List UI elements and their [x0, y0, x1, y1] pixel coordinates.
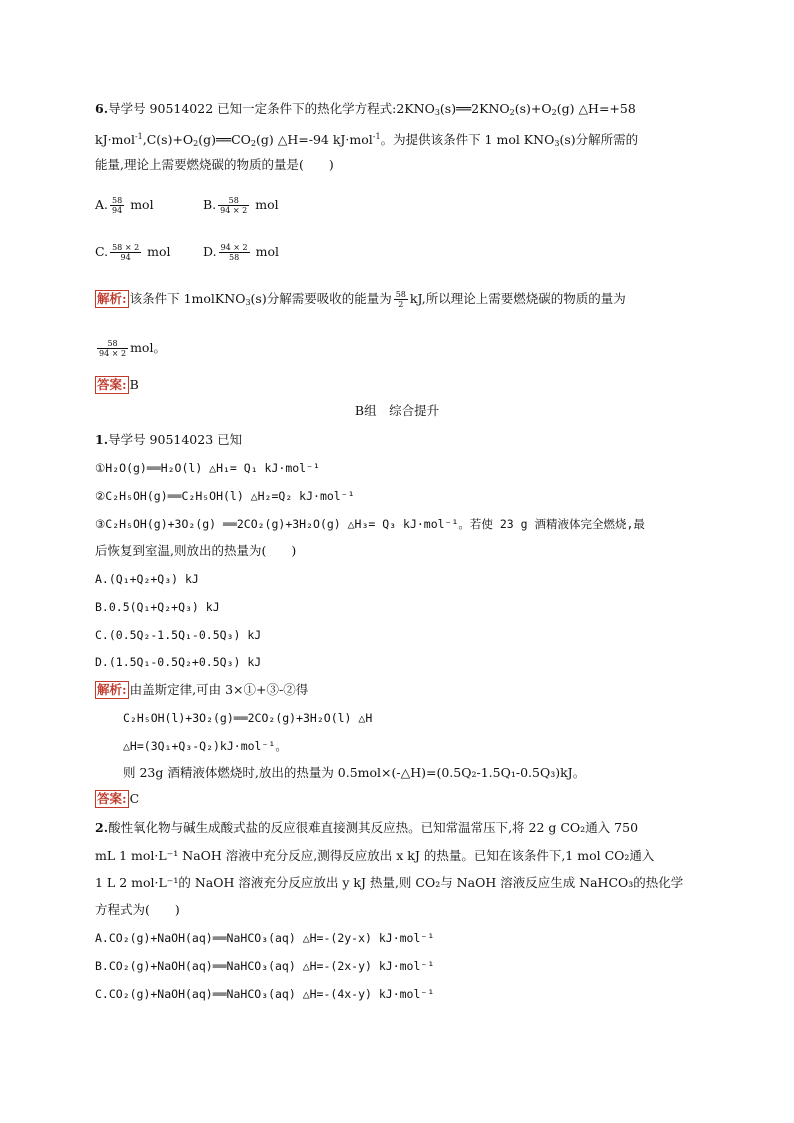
b1-equation-3: ③C₂H₅OH(g)+3O₂(g) ══2CO₂(g)+3H₂O(g) △H₃= Q₃ kJ·mol⁻¹。若使 23 g 酒精液体完全燃烧,最: [95, 517, 645, 531]
q6-stem-line3: 能量,理论上需要燃烧碳的物质的量是( ): [95, 157, 334, 172]
fraction: $\frac{58}{94}$: [112, 196, 123, 215]
q6-option-d: D. $\frac{94 \times 2}{58}$ mol: [203, 243, 279, 262]
fraction: $\frac{58}{94 \times 2}$: [220, 196, 248, 215]
b1-option-c: C.(0.5Q₂-1.5Q₁-0.5Q₃) kJ: [95, 628, 262, 642]
b1-option-d: D.(1.5Q₁-0.5Q₂+0.5Q₃) kJ: [95, 655, 262, 669]
b1-stem: 1.导学号 90514023 已知: [95, 432, 243, 447]
b2-number: 2.: [95, 820, 109, 835]
b2-stem-line2: mL 1 mol·L⁻¹ NaOH 溶液中充分反应,测得反应放出 x kJ 的热量。已知在该条件下,1 mol CO₂通入: [95, 848, 655, 863]
analysis-tag: 解析:: [97, 291, 127, 306]
q6-stem-line1: 6.导学号 90514022 已知一定条件下的热化学方程式$:2KNO_3(s)══2KNO_2(s)+O_2(g)$ △H=+58: [95, 101, 636, 117]
answer-tag: 答案:: [97, 377, 127, 392]
b2-stem-line1: 2.酸性氧化物与碱生成酸式盐的反应很难直接测其反应热。已知常温常压下,将 22 g CO₂通入 750: [95, 820, 639, 835]
b1-analysis-delta: △H=(3Q₁+Q₃-Q₂)kJ·mol⁻¹。: [123, 739, 287, 753]
q6-stem-line2: $kJ\cdot mol^{-1},C(s)+O_2(g)══CO_2(g)$ △H=-94 kJ·mol$^{-1}$。为提供该条件下 1 mol $KNO_3(s)$分解所需的: [95, 132, 639, 148]
b2-stem-line3: 1 L 2 mol·L⁻¹的 NaOH 溶液充分反应放出 y kJ 热量,则 CO₂与 NaOH 溶液反应生成 NaHCO₃的热化学: [95, 875, 684, 890]
q6-analysis-cont: $\frac{58}{94 \times 2}$ mol。: [99, 339, 166, 358]
b1-answer: 答案: C: [97, 791, 140, 806]
fraction: $\frac{94 \times 2}{58}$: [220, 243, 248, 262]
q6-answer: 答案: B: [97, 377, 139, 392]
b1-equation-1: ①H₂O(g)══H₂O(l) △H₁= Q₁ kJ·mol⁻¹: [95, 461, 320, 475]
fraction: $\frac{58}{2}$: [395, 290, 406, 309]
b1-analysis-result: 则 23g 酒精液体燃烧时,放出的热量为 0.5mol×(-△H)=(0.5Q₂-1.5Q₁-0.5Q₃)kJ。: [123, 765, 586, 780]
q6-option-a: A. $\frac{58}{94}$ mol: [95, 196, 154, 215]
q6-option-c: C. $\frac{58 \times 2}{94}$ mol: [95, 243, 171, 262]
b1-option-a: A.(Q₁+Q₂+Q₃) kJ: [95, 572, 199, 586]
q6-option-b: B. $\frac{58}{94 \times 2}$ mol: [203, 196, 279, 215]
section-heading: B组 综合提升: [354, 403, 440, 418]
b2-stem-line4: 方程式为( ): [95, 902, 180, 917]
b1-stem-cont: 后恢复到室温,则放出的热量为( ): [95, 543, 297, 558]
fraction: $\frac{58}{94 \times 2}$: [99, 339, 127, 358]
fraction: $\frac{58 \times 2}{94}$: [112, 243, 140, 262]
b1-option-b: B.0.5(Q₁+Q₂+Q₃) kJ: [95, 600, 220, 614]
b1-analysis: 解析: 由盖斯定律,可由 3×①+③-②得: [97, 682, 309, 697]
b1-analysis-equation: C₂H₅OH(l)+3O₂(g)══2CO₂(g)+3H₂O(l) △H: [123, 711, 373, 725]
q6-number: 6.: [95, 101, 109, 116]
b2-option-a: A.CO₂(g)+NaOH(aq)══NaHCO₃(aq) △H=-(2y-x) kJ·mol⁻¹: [95, 931, 435, 945]
b2-option-b: B.CO₂(g)+NaOH(aq)══NaHCO₃(aq) △H=-(2x-y) kJ·mol⁻¹: [95, 959, 435, 973]
analysis-tag: 解析:: [97, 682, 127, 697]
answer-tag: 答案:: [97, 791, 127, 806]
b1-number: 1.: [95, 432, 109, 447]
b2-option-c: C.CO₂(g)+NaOH(aq)══NaHCO₃(aq) △H=-(4x-y) kJ·mol⁻¹: [95, 987, 435, 1001]
q6-analysis: 解析: 该条件下 1molKNO$_3$(s)分解需要吸收的能量为 $\frac{58}{2}$ kJ,所以理论上需要燃烧碳的物质的量为: [97, 290, 626, 309]
b1-equation-2: ②C₂H₅OH(g)══C₂H₅OH(l) △H₂=Q₂ kJ·mol⁻¹: [95, 489, 355, 503]
